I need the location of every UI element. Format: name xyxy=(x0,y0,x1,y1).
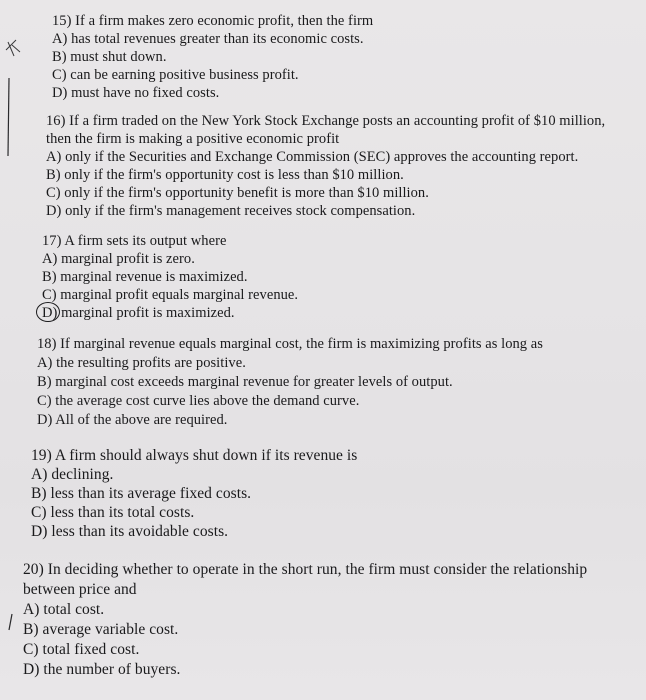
answer-option-a: A) declining. xyxy=(31,466,114,483)
question-stem: 15) If a firm makes zero economic profit, then the firm xyxy=(52,13,374,29)
question-stem: 20) In deciding whether to operate in the short run, the firm must consider the relationship xyxy=(23,561,588,578)
answer-option-c: C) can be earning positive business profit. xyxy=(52,67,299,83)
answer-option-b: B) only if the firm's opportunity cost is less than $10 million. xyxy=(46,167,404,183)
answer-option-c: C) only if the firm's opportunity benefit is more than $10 million. xyxy=(46,185,429,201)
answer-option-d: D) less than its avoidable costs. xyxy=(31,523,229,540)
answer-option-d: D) All of the above are required. xyxy=(37,412,228,428)
margin-check-mark xyxy=(6,40,20,56)
question-stem-continued: then the firm is making a positive economic profit xyxy=(46,131,340,147)
answer-option-a: A) the resulting profits are positive. xyxy=(37,355,246,371)
answer-option-a: A) only if the Securities and Exchange Commission (SEC) approves the accounting report. xyxy=(46,149,579,165)
answer-option-d: D) only if the firm's management receives stock compensation. xyxy=(46,203,416,219)
question-stem-continued: between price and xyxy=(23,581,137,598)
question-stem: 17) A firm sets its output where xyxy=(42,233,227,249)
answer-option-c: C) less than its total costs. xyxy=(31,504,195,521)
answer-option-b: B) must shut down. xyxy=(52,49,167,65)
question-stem: 19) A firm should always shut down if its revenue is xyxy=(31,447,358,464)
margin-tick-mark xyxy=(9,614,12,630)
question-stem: 16) If a firm traded on the New York Stock Exchange posts an accounting profit of $10 million, xyxy=(46,113,606,129)
answer-option-b: B) marginal cost exceeds marginal revenue for greater levels of output. xyxy=(37,374,453,390)
answer-option-b: B) less than its average fixed costs. xyxy=(31,485,252,502)
answer-option-d: D) must have no fixed costs. xyxy=(52,85,220,101)
question-stem: 18) If marginal revenue equals marginal cost, the firm is maximizing profits as long as xyxy=(37,336,543,352)
margin-pen-marks xyxy=(0,0,40,700)
answer-option-b: B) marginal revenue is maximized. xyxy=(42,269,248,285)
answer-option-c: C) the average cost curve lies above the demand curve. xyxy=(37,393,360,409)
answer-option-c: C) total fixed cost. xyxy=(23,641,140,658)
answer-option-a: A) marginal profit is zero. xyxy=(42,251,195,267)
answer-option-d: D) the number of buyers. xyxy=(23,661,181,678)
answer-option-d: D) marginal profit is maximized. xyxy=(42,305,235,321)
answer-option-c: C) marginal profit equals marginal revenue. xyxy=(42,287,299,303)
answer-option-a: A) has total revenues greater than its economic costs. xyxy=(52,31,364,47)
margin-line-mark xyxy=(8,78,9,156)
answer-option-a: A) total cost. xyxy=(23,601,105,618)
answer-option-b: B) average variable cost. xyxy=(23,621,179,638)
